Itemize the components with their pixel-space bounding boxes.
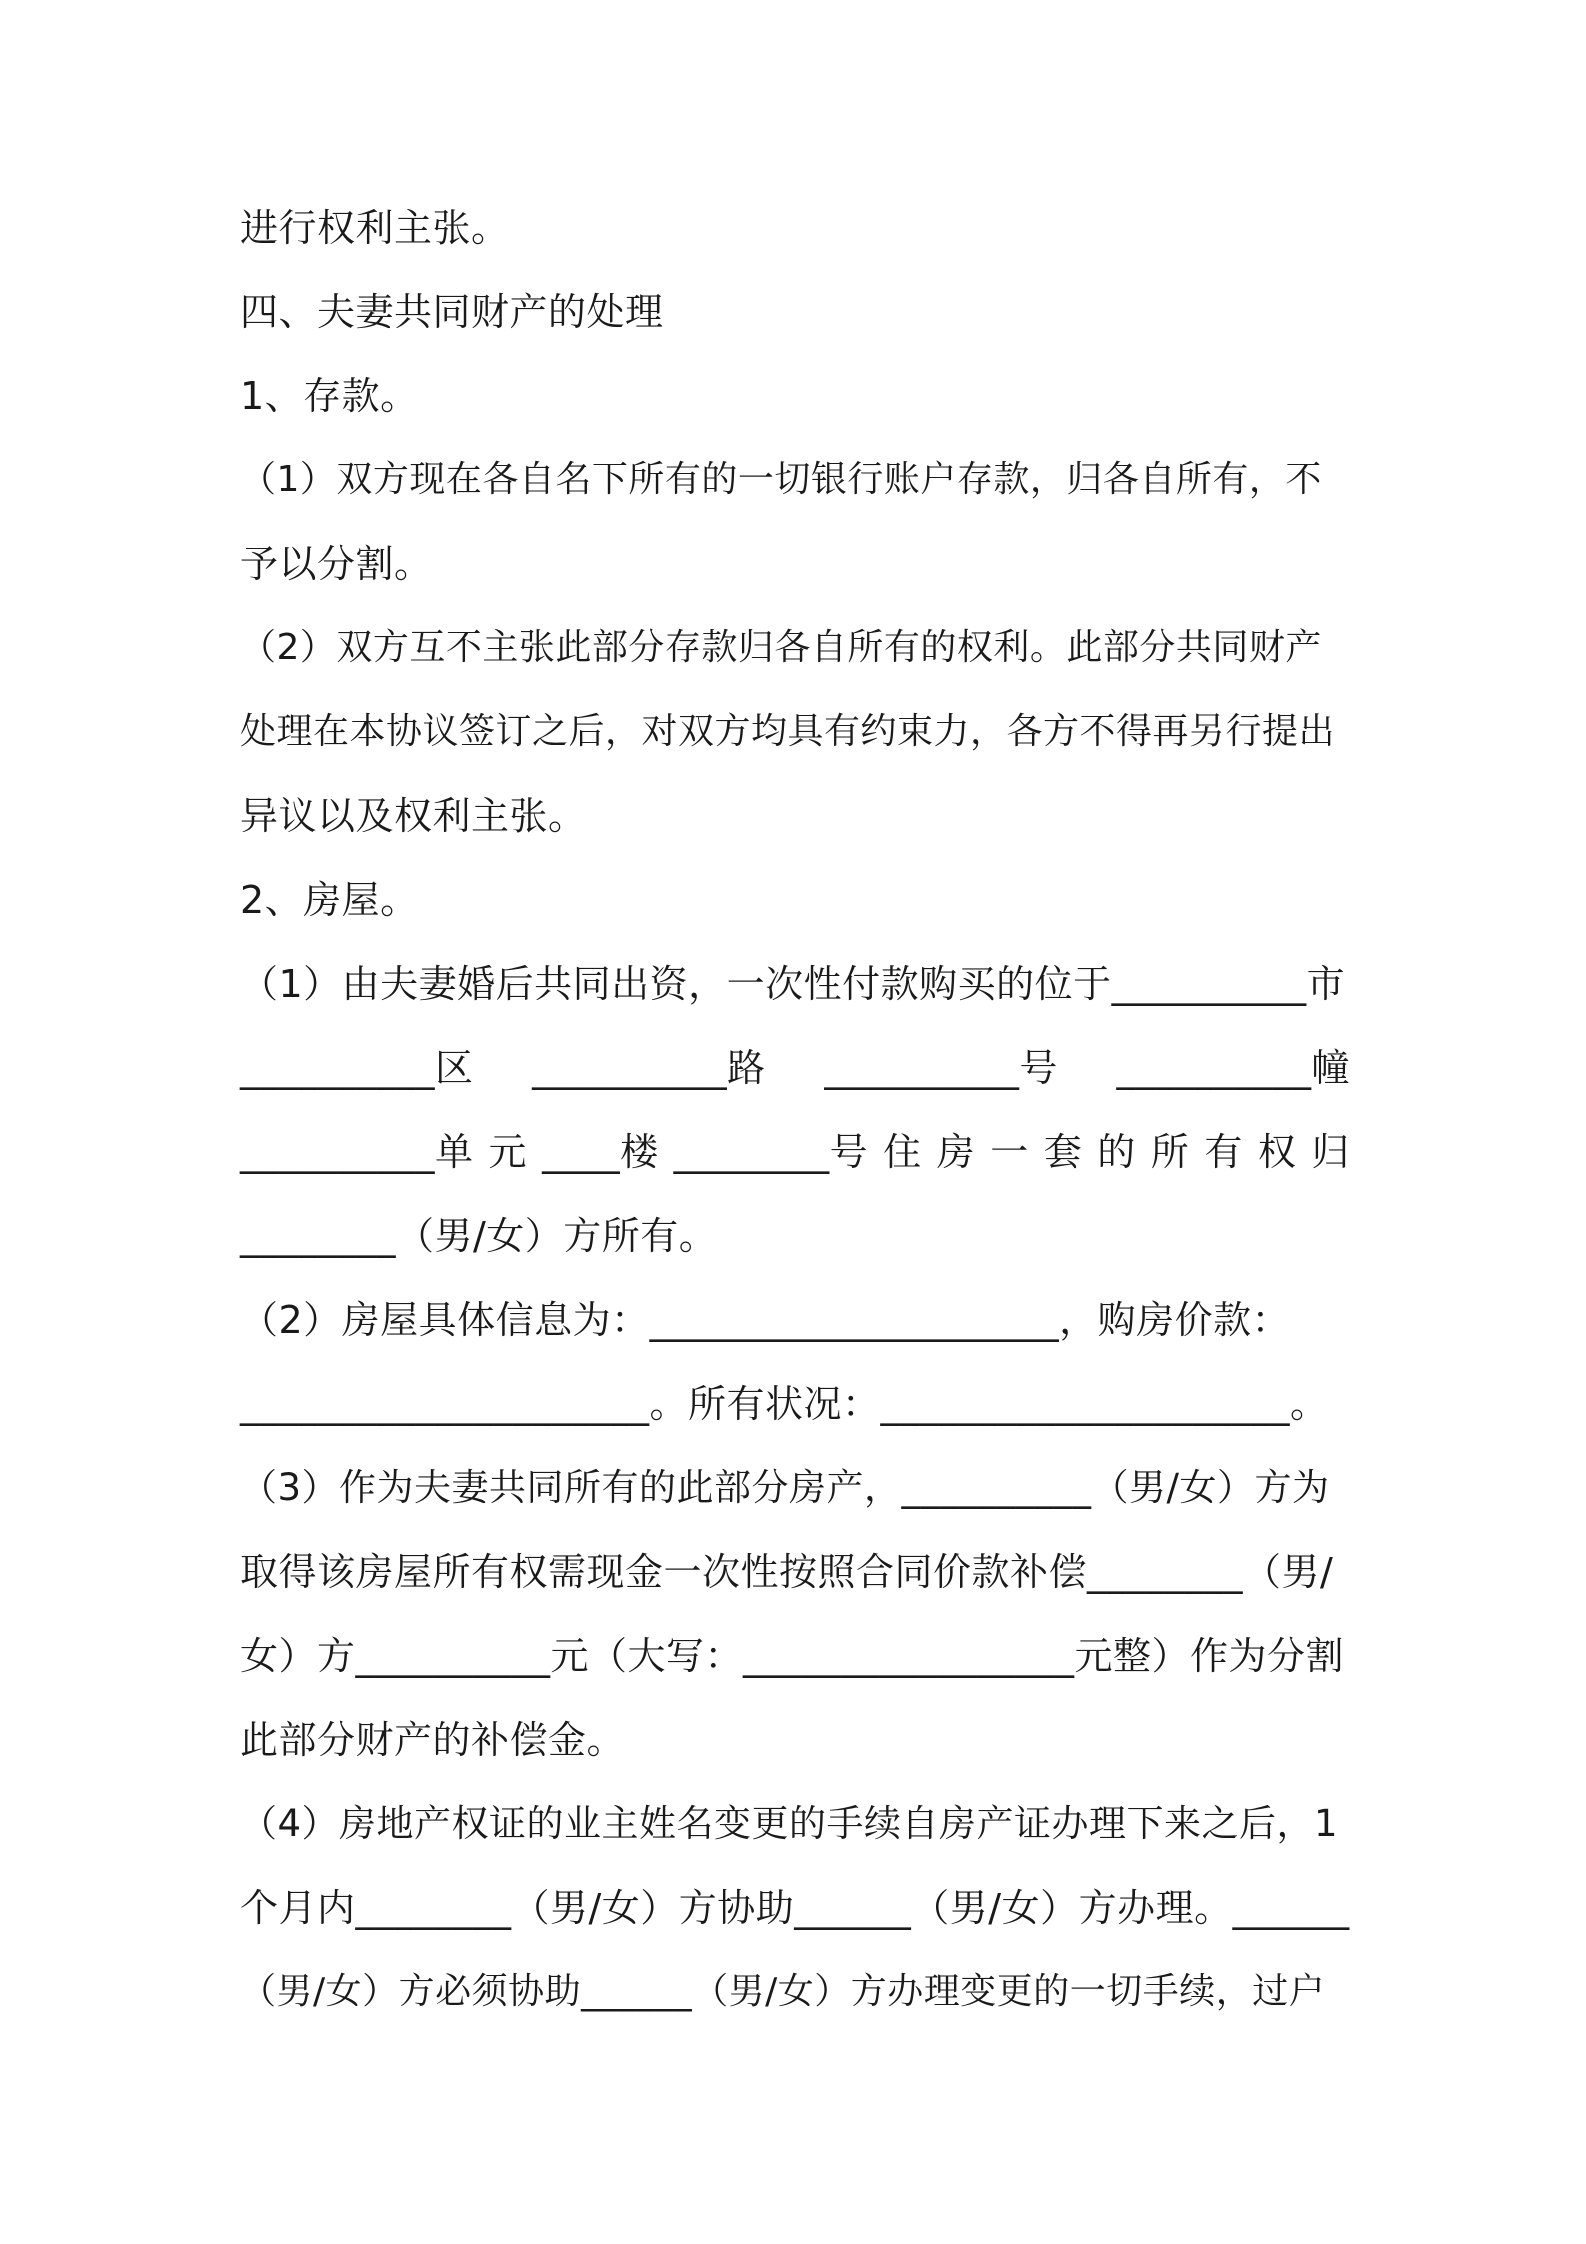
text-line-4: （1）双方现在各自名下所有的一切银行账户存款，归各自所有，不: [240, 459, 1322, 500]
text-line-12: [240, 1122, 1350, 1182]
text-segment: 权: [1257, 1130, 1297, 1174]
text-segment: __________路: [532, 1046, 766, 1090]
text-segment: __________号: [824, 1046, 1058, 1090]
text-segment: 归: [1311, 1130, 1350, 1174]
text-segment: 住: [883, 1130, 922, 1174]
text-segment: 所: [1150, 1130, 1190, 1174]
text-segment: 套: [1043, 1130, 1083, 1174]
text-line-16: （3）作为夫妻共同所有的此部分房产，__________（男/女）方为: [240, 1466, 1330, 1509]
text-segment: 的: [1097, 1130, 1136, 1174]
text-line-21: 个月内________（男/女）方协助______（男/女）方办理。______: [240, 1886, 1350, 1930]
text-segment: 元: [488, 1130, 528, 1174]
text-segment: __________单: [240, 1130, 474, 1174]
text-line-13: ________（男/女）方所有。: [240, 1214, 718, 1258]
section-heading: 四、夫妻共同财产的处理: [240, 290, 664, 334]
text-line-18: 女）方__________元（大写：_________________元整）作为分割: [240, 1634, 1345, 1678]
text-segment: 房: [936, 1130, 976, 1174]
text-line-5: 予以分割。: [240, 542, 433, 586]
text-line-22: （男/女）方必须协助______（男/女）方办理变更的一切手续，过户: [240, 1971, 1326, 2012]
text-line-7: 处理在本协议签订之后，对双方均具有约束力，各方不得再另行提出: [240, 711, 1336, 752]
text-segment: ____楼: [542, 1130, 659, 1174]
text-line-20: （4）房地产权证的业主姓名变更的手续自房产证办理下来之后，1: [240, 1802, 1339, 1845]
text-line-10: （1）由夫妻婚后共同出资，一次性付款购买的位于__________市: [240, 962, 1346, 1006]
text-line-11: [240, 1038, 1350, 1098]
text-segment: 一: [990, 1130, 1029, 1174]
text-line-15: _____________________。所有状况：_____________________。: [240, 1382, 1329, 1426]
text-line-14: （2）房屋具体信息为：_____________________，购房价款：: [240, 1298, 1291, 1342]
text-line-6: （2）双方互不主张此部分存款归各自所有的权利。此部分共同财产: [240, 627, 1322, 668]
text-line-19: 此部分财产的补偿金。: [240, 1718, 626, 1762]
text-segment: ________号: [673, 1130, 869, 1174]
text-line-8: 异议以及权利主张。: [240, 794, 587, 838]
text-line-1: 进行权利主张。: [240, 206, 510, 250]
text-segment: __________幢: [1116, 1046, 1350, 1090]
subsection-heading-deposits: 1、存款。: [240, 374, 419, 418]
subsection-heading-house: 2、房屋。: [240, 878, 419, 922]
text-segment: 有: [1204, 1130, 1243, 1174]
text-line-17: 取得该房屋所有权需现金一次性按照合同价款补偿________（男/: [240, 1550, 1334, 1594]
text-segment: __________区: [240, 1046, 474, 1090]
